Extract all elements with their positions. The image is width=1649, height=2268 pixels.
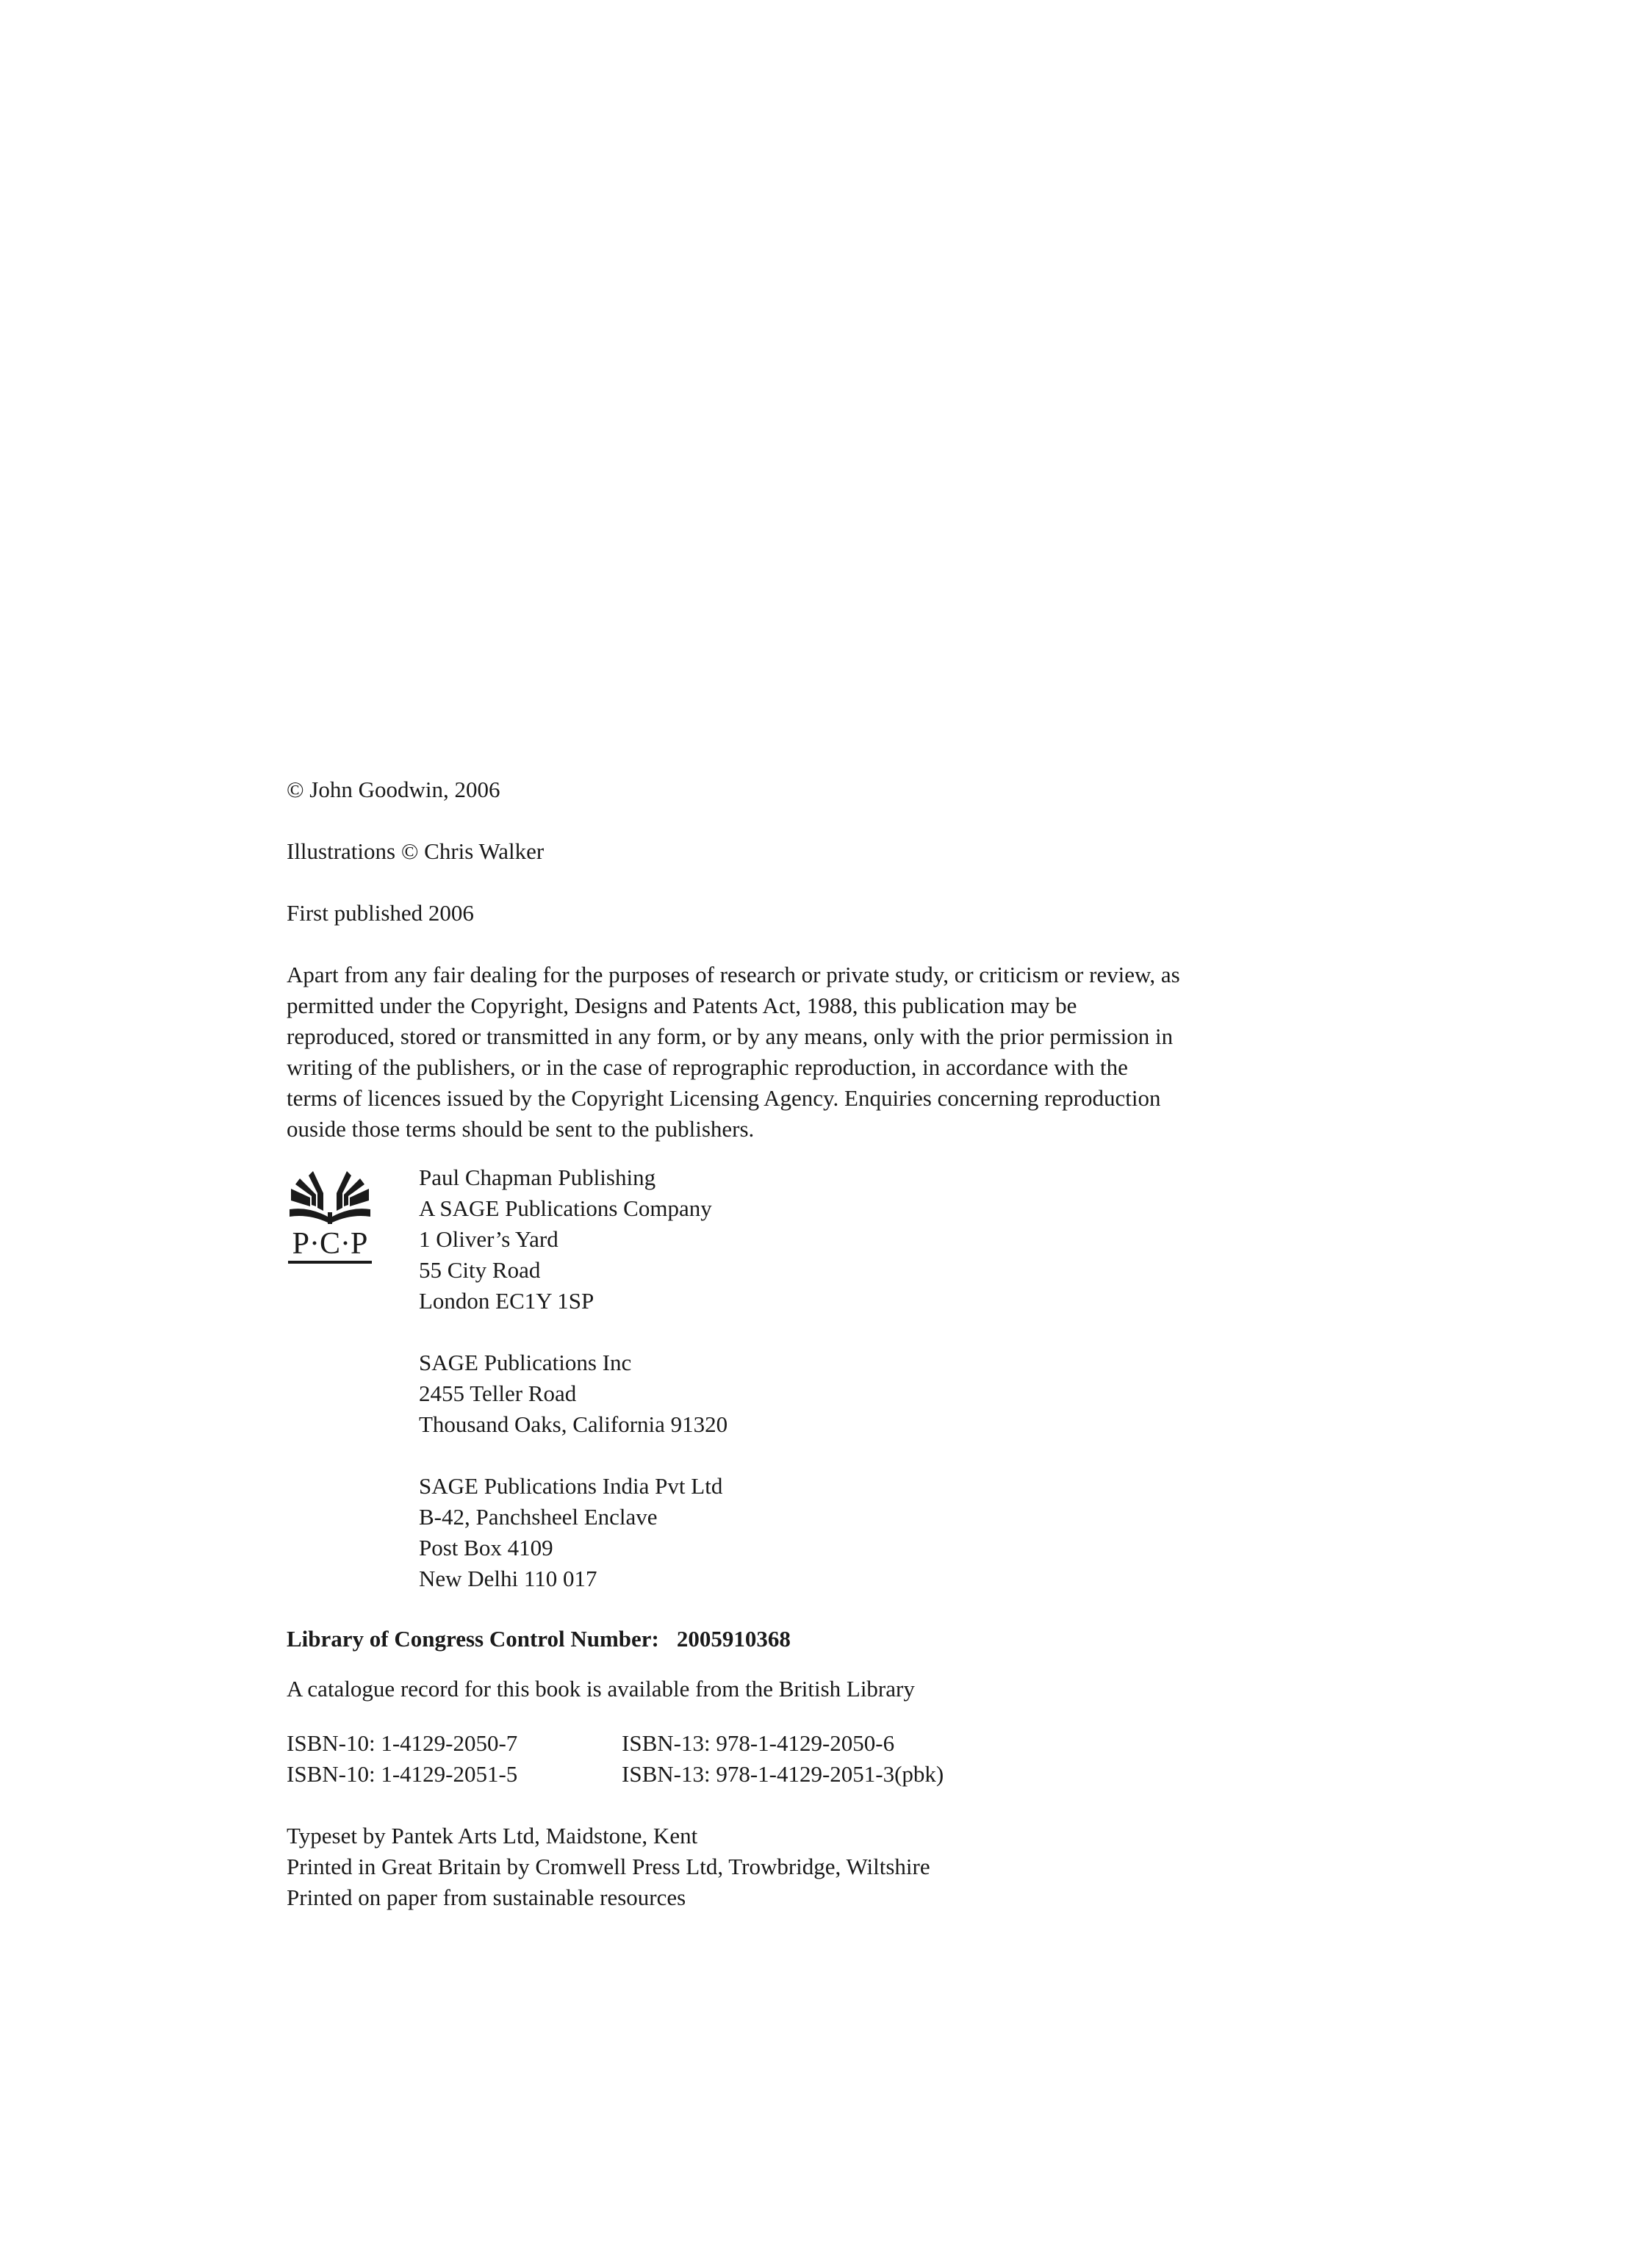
isbn-10: ISBN-10: 1-4129-2051-5 xyxy=(287,1761,518,1787)
isbn-13: ISBN-13: 978-1-4129-2050-6 xyxy=(622,1730,895,1756)
copyright-line: © John Goodwin, 2006 xyxy=(287,777,500,802)
address-line: Post Box 4109 xyxy=(419,1535,553,1560)
first-published: First published 2006 xyxy=(287,900,474,926)
address-line: SAGE Publications India Pvt Ltd xyxy=(419,1473,723,1499)
legal-notice-line: Apart from any fair dealing for the purposes of research or private study, or criticism or review, as xyxy=(287,962,1180,987)
lccn-label: Library of Congress Control Number: xyxy=(287,1626,659,1652)
address-line: Paul Chapman Publishing xyxy=(419,1164,656,1190)
logo-underline xyxy=(288,1261,372,1264)
printing-info xyxy=(287,1821,1359,1913)
legal-notice-line: reproduced, stored or transmitted in any form, or by any means, only with the prior permission in xyxy=(287,1023,1174,1049)
legal-notice-line: permitted under the Copyright, Designs and Patents Act, 1988, this publication may be xyxy=(287,993,1077,1018)
pcp-logo xyxy=(287,1168,373,1268)
address-line: 2455 Teller Road xyxy=(419,1380,577,1406)
publisher-addresses xyxy=(287,1162,1359,1594)
copyright-page xyxy=(287,774,1359,1913)
printing-line: Printed on paper from sustainable resources xyxy=(287,1884,686,1910)
printing-line: Printed in Great Britain by Cromwell Press Ltd, Trowbridge, Wiltshire xyxy=(287,1854,930,1879)
catalogue-record: A catalogue record for this book is available from the British Library xyxy=(287,1676,915,1702)
printing-line: Typeset by Pantek Arts Ltd, Maidstone, Kent xyxy=(287,1823,698,1848)
open-book-icon xyxy=(290,1171,370,1224)
logo-text: P·C·P xyxy=(292,1227,368,1261)
address-paul-chapman xyxy=(419,1162,1359,1317)
legal-notice-line: writing of the publishers, or in the case of reprographic reproduction, in accordance with the xyxy=(287,1054,1128,1080)
address-line: B-42, Panchsheel Enclave xyxy=(419,1504,658,1530)
address-sage-india xyxy=(419,1471,1359,1594)
address-line: Thousand Oaks, California 91320 xyxy=(419,1411,728,1437)
isbn-row xyxy=(287,1728,1359,1759)
legal-notice-line: terms of licences issued by the Copyright Licensing Agency. Enquiries concerning reproduction xyxy=(287,1085,1161,1111)
isbn-table xyxy=(287,1728,1359,1790)
address-line: 1 Oliver’s Yard xyxy=(419,1226,558,1252)
legal-notice-line: ouside those terms should be sent to the publishers. xyxy=(287,1116,755,1142)
address-line: A SAGE Publications Company xyxy=(419,1195,712,1221)
illustrations-credit: Illustrations © Chris Walker xyxy=(287,838,545,864)
address-line: London EC1Y 1SP xyxy=(419,1288,594,1314)
isbn-row xyxy=(287,1759,1359,1790)
address-line: New Delhi 110 017 xyxy=(419,1566,597,1591)
isbn-10: ISBN-10: 1-4129-2050-7 xyxy=(287,1730,518,1756)
isbn-13: ISBN-13: 978-1-4129-2051-3(pbk) xyxy=(622,1761,944,1787)
address-sage-inc xyxy=(419,1347,1359,1440)
address-line: SAGE Publications Inc xyxy=(419,1350,632,1375)
legal-notice xyxy=(287,960,1359,1145)
address-line: 55 City Road xyxy=(419,1257,541,1283)
lccn-number: 2005910368 xyxy=(676,1626,791,1652)
lccn xyxy=(287,1624,1359,1655)
